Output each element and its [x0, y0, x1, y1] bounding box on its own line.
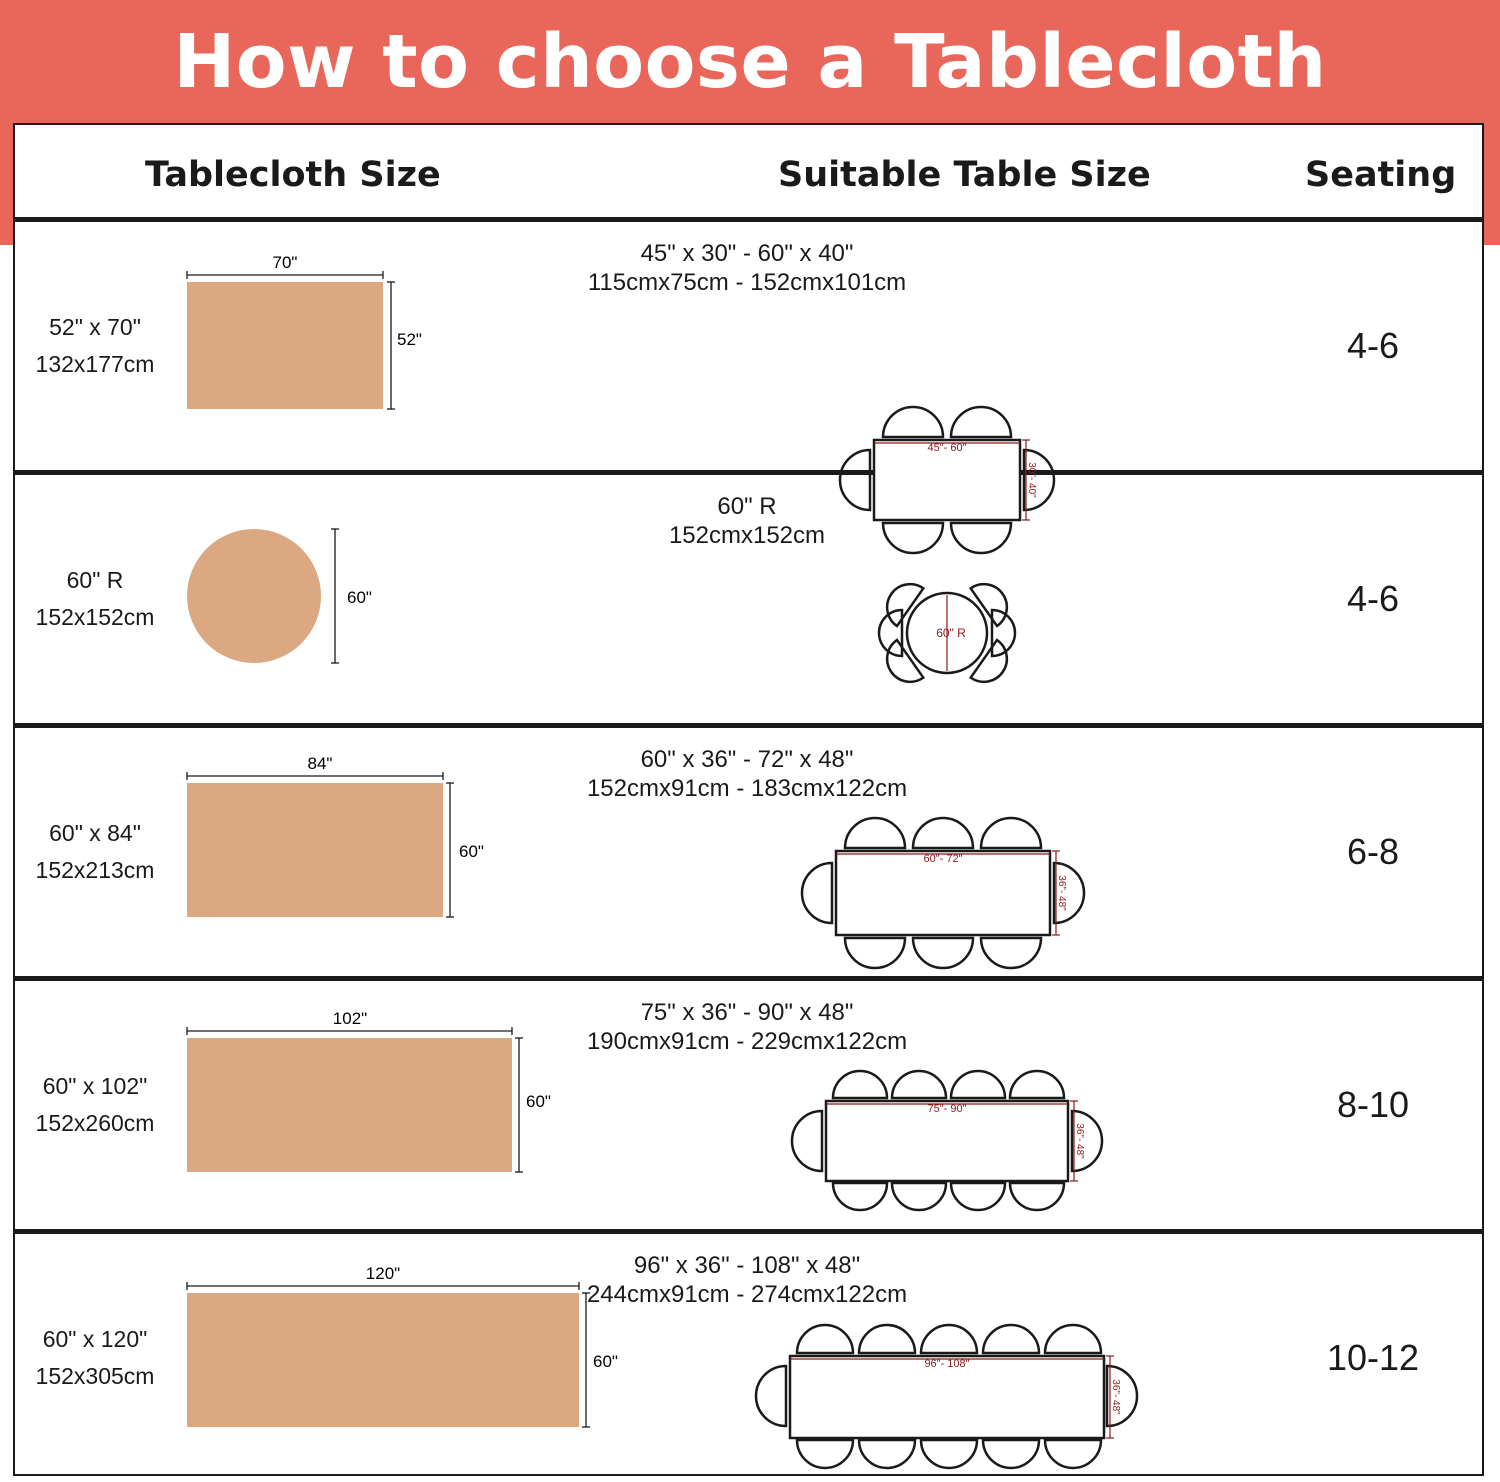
tablecloth-diagram — [175, 748, 505, 948]
width-dimension-label: 60" — [593, 1352, 618, 1371]
suitable-table-size — [547, 745, 947, 803]
table-seating-diagram — [867, 563, 1027, 713]
tablecloth-size-label — [15, 309, 175, 383]
header-seating: Seating — [1305, 155, 1457, 195]
tablecloth-shape — [187, 1293, 579, 1427]
size-cm: 152x213cm — [35, 857, 155, 883]
tablecloth-size-label — [15, 562, 175, 636]
size-cm: 152x152cm — [35, 604, 155, 630]
tablecloth-size-label — [15, 815, 175, 889]
table-header — [15, 125, 1482, 222]
tablecloth-diagram — [175, 242, 435, 442]
table-size-inches: 75" x 36" - 90" x 48" — [640, 999, 854, 1026]
table-size-inches: 60" x 36" - 72" x 48" — [640, 746, 854, 773]
table-length-label: 60"- 72" — [923, 853, 963, 865]
tablecloth-size-label — [15, 1068, 175, 1142]
size-cm: 132x177cm — [35, 351, 155, 377]
tablecloth-shape — [187, 529, 321, 663]
width-dimension-label: 60" — [459, 842, 484, 861]
table-width-label: 36"- 48" — [1074, 1123, 1085, 1159]
length-dimension-label: 102" — [332, 1009, 368, 1028]
table-size-inches: 60" R — [717, 493, 777, 520]
table-size-cm: 115cmx75cm - 152cmx101cm — [587, 269, 907, 296]
width-dimension-label: 60" — [526, 1092, 551, 1111]
size-cm: 152x260cm — [35, 1110, 155, 1136]
table-length-label: 96"- 108" — [924, 1358, 970, 1370]
length-dimension-label: 70" — [272, 253, 298, 272]
table-seating-diagram — [797, 811, 1097, 971]
table-row — [15, 981, 1482, 1234]
table-row — [15, 222, 1482, 498]
table-seating-diagram — [752, 1316, 1142, 1476]
table-size-cm: 190cmx91cm - 229cmx122cm — [586, 1028, 908, 1055]
suitable-table-size — [547, 492, 947, 550]
seating-value: 10-12 — [1326, 1337, 1420, 1378]
table-seating-diagram — [787, 1061, 1107, 1221]
header-suitable-table-size: Suitable Table Size — [778, 155, 1151, 195]
table-row — [15, 475, 1482, 728]
size-chart-table — [13, 123, 1484, 1476]
size-inches: 60" R — [66, 567, 124, 593]
size-inches: 52" x 70" — [49, 314, 141, 340]
seating-value: 4-6 — [1346, 325, 1400, 366]
seating-value: 4-6 — [1346, 578, 1400, 619]
table-width-label: 36"- 48" — [1110, 1379, 1121, 1415]
page-title: How to choose a Tablecloth — [173, 19, 1327, 105]
size-inches: 60" x 102" — [42, 1073, 148, 1099]
tablecloth-shape — [187, 1038, 512, 1172]
tablecloth-size-label — [15, 1321, 175, 1395]
size-cm: 152x305cm — [35, 1363, 155, 1389]
table-width-label: 36"- 48" — [1056, 875, 1067, 911]
width-dimension-label: 52" — [397, 330, 422, 349]
table-size-inches: 96" x 36" - 108" x 48" — [633, 1252, 861, 1279]
table-size-cm: 152cmx152cm — [668, 522, 826, 549]
table-size-cm: 152cmx91cm - 183cmx122cm — [586, 775, 908, 802]
size-inches: 60" x 120" — [42, 1326, 148, 1352]
suitable-table-size — [547, 1251, 947, 1309]
seating-value: 8-10 — [1336, 1084, 1410, 1125]
table-diameter-label: 60" R — [936, 626, 966, 640]
table-size-inches: 45" x 30" - 60" x 40" — [640, 240, 854, 267]
tablecloth-diagram — [175, 1001, 575, 1201]
size-inches: 60" x 84" — [49, 820, 141, 846]
seating-value: 6-8 — [1346, 831, 1400, 872]
length-dimension-label: 120" — [365, 1264, 401, 1283]
suitable-table-size — [547, 239, 947, 297]
table-length-label: 45"- 60" — [927, 442, 967, 454]
suitable-table-size — [547, 998, 947, 1056]
diameter-dimension-label: 60" — [347, 588, 372, 607]
table-size-cm: 244cmx91cm - 274cmx122cm — [586, 1281, 908, 1308]
table-width-label: 30"- 40" — [1026, 462, 1037, 498]
table-row — [15, 728, 1482, 981]
tablecloth-diagram — [175, 515, 395, 685]
tablecloth-shape — [187, 783, 443, 917]
length-dimension-label: 84" — [307, 754, 333, 773]
header-tablecloth-size: Tablecloth Size — [145, 155, 441, 195]
tablecloth-shape — [187, 282, 383, 409]
table-length-label: 75"- 90" — [927, 1103, 967, 1115]
table-row — [15, 1234, 1482, 1482]
